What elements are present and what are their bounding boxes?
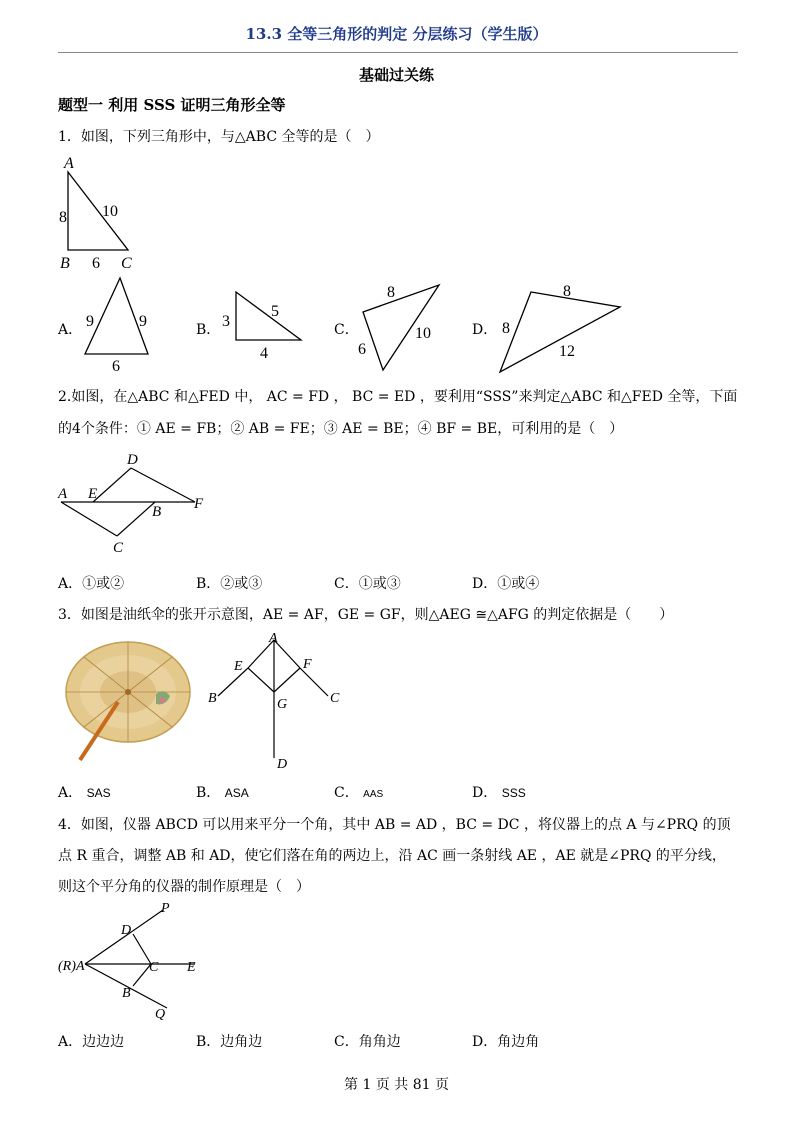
svg-text:9: 9: [86, 313, 94, 330]
triangle-abc: [68, 172, 128, 250]
q2-figure: [55, 450, 215, 560]
q2-option-c[interactable]: C．①或③: [334, 576, 401, 592]
svg-text:A: A: [58, 486, 68, 502]
svg-text:10: 10: [415, 325, 431, 342]
q4-option-c[interactable]: C．角角边: [334, 1034, 401, 1050]
q2-option-a[interactable]: A．①或②: [58, 576, 125, 592]
svg-text:9: 9: [139, 313, 147, 330]
q4-figure: [55, 900, 215, 1020]
svg-text:6: 6: [112, 358, 120, 375]
q4-stem-line3: 则这个平分角的仪器的制作原理是（ ）: [58, 879, 310, 895]
svg-text:4: 4: [260, 345, 268, 362]
q3-stem: 3．如图是油纸伞的张开示意图，AE = AF，GE = GF，则△AEG ≅△AFG 的判定依据是（ ）: [58, 607, 674, 623]
label-BC: 6: [92, 255, 100, 272]
q1-option-c-label[interactable]: C．: [334, 322, 359, 338]
svg-text:B: B: [122, 986, 131, 1001]
question-type-title: 题型一 利用 SSS 证明三角形全等: [58, 96, 286, 114]
label-AC: 10: [102, 203, 118, 220]
svg-text:B: B: [152, 504, 162, 520]
q1-option-d-figure: [495, 280, 625, 375]
q2-stem-line2: 的4个条件：① AE = FB；② AB = FE；③ AE = BE；④ BF = BE，可利用的是（ ）: [58, 421, 624, 437]
q2-option-b[interactable]: B．②或③: [196, 576, 263, 592]
q1-figure: [55, 150, 145, 272]
svg-text:8: 8: [563, 283, 571, 300]
q1-stem: 1．如图，下列三角形中，与△ABC 全等的是（ ）: [58, 129, 380, 145]
q3-option-d[interactable]: D． SSS: [472, 785, 526, 801]
svg-text:P: P: [161, 901, 170, 916]
q1-option-b-figure: [218, 288, 308, 360]
svg-text:(R): (R): [58, 959, 76, 974]
section-title: 基础过关练: [358, 66, 434, 84]
svg-text:A: A: [76, 959, 85, 974]
svg-text:12: 12: [559, 343, 575, 360]
svg-text:D: D: [121, 923, 132, 938]
document-header: 13.3 全等三角形的判定 分层练习（学生版）: [245, 25, 548, 43]
q4-stem-line2: 点 R 重合，调整 AB 和 AD，使它们落在角的两边上，沿 AC 画一条射线 AE ，AE 就是∠PRQ 的平分线，: [58, 848, 726, 864]
q4-option-b[interactable]: B．边角边: [196, 1034, 263, 1050]
q3-option-a[interactable]: A． SAS: [58, 785, 111, 801]
q3-option-b[interactable]: B． ASA: [196, 785, 249, 801]
svg-text:8: 8: [387, 284, 395, 301]
svg-text:A: A: [269, 631, 278, 646]
svg-text:Q: Q: [155, 1007, 166, 1022]
svg-text:E: E: [187, 960, 196, 975]
svg-text:D: D: [127, 452, 138, 468]
svg-text:C: C: [149, 960, 159, 975]
svg-text:5: 5: [271, 303, 279, 320]
header-rule: [58, 52, 738, 53]
svg-text:C: C: [113, 540, 124, 556]
page-footer: 第 1 页 共 81 页: [344, 1077, 449, 1093]
q4-stem-line1: 4．如图，仪器 ABCD 可以用来平分一个角，其中 AB = AD ，BC = DC ，将仪器上的点 A 与∠PRQ 的顶: [58, 817, 731, 833]
svg-text:B: B: [208, 691, 217, 706]
q4-option-d[interactable]: D．角边角: [472, 1034, 540, 1050]
q2-stem-line1: 2.如图，在△ABC 和△FED 中， AC = FD ， BC = ED ，要利用“SSS”来判定△ABC 和△FED 全等，下面: [58, 389, 738, 405]
q3-figure: [204, 628, 352, 773]
svg-text:G: G: [277, 697, 288, 712]
svg-text:3: 3: [222, 313, 230, 330]
label-B: B: [60, 255, 70, 272]
q1-option-c-figure: [355, 280, 445, 375]
svg-text:C: C: [330, 691, 340, 706]
q1-option-a-figure: [80, 272, 160, 374]
q2-option-d[interactable]: D．①或④: [472, 576, 540, 592]
umbrella-photo: [58, 630, 193, 770]
svg-text:E: E: [234, 659, 243, 674]
q1-option-b-label[interactable]: B．: [196, 322, 221, 338]
svg-text:F: F: [194, 496, 204, 512]
q3-option-c[interactable]: C． AAS: [334, 785, 384, 801]
q1-option-d-label[interactable]: D．: [472, 322, 498, 338]
svg-text:F: F: [303, 657, 312, 672]
label-C: C: [121, 255, 132, 272]
label-AB: 8: [59, 209, 67, 226]
svg-text:6: 6: [358, 341, 366, 358]
svg-text:D: D: [277, 757, 288, 772]
svg-text:E: E: [88, 486, 98, 502]
svg-text:8: 8: [502, 320, 510, 337]
q4-option-a[interactable]: A．边边边: [58, 1034, 125, 1050]
label-A: A: [64, 155, 74, 172]
q1-option-a-label[interactable]: A．: [58, 322, 83, 338]
